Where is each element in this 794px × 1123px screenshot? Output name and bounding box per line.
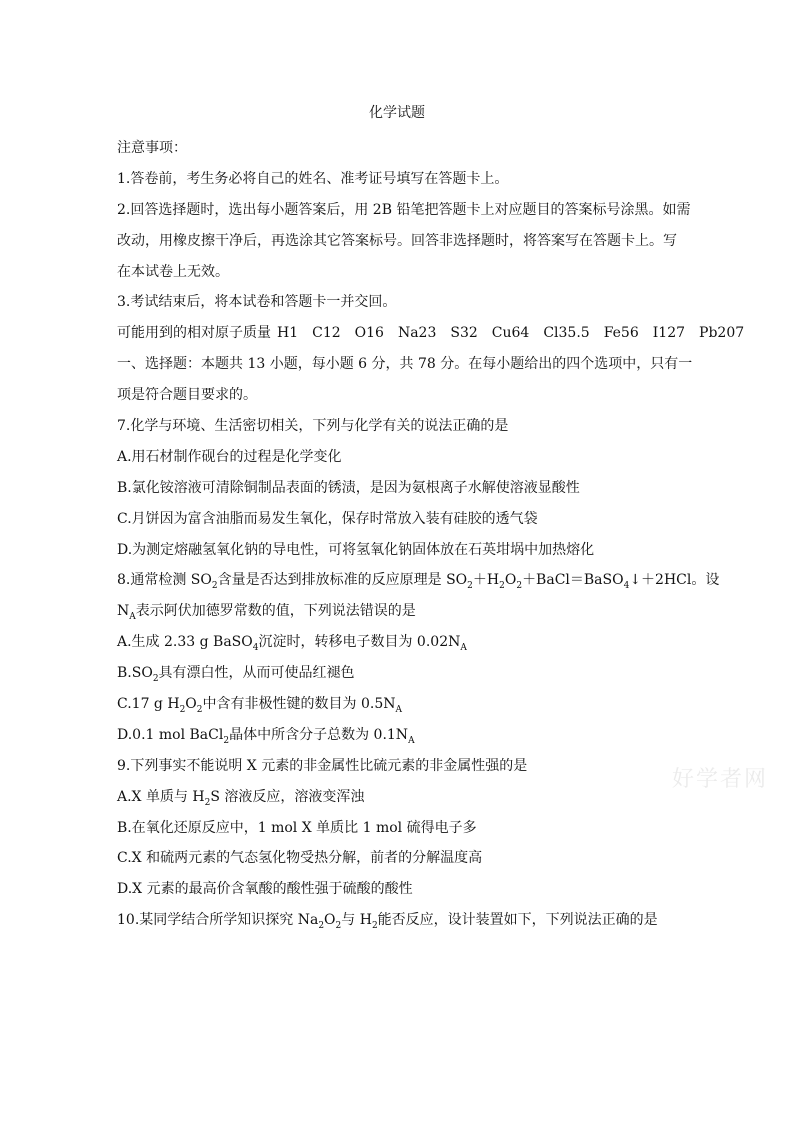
q9-option-d: D.X 元素的最高价含氧酸的酸性强于硫酸的酸性: [117, 881, 413, 898]
atomic-mass-item: H1: [277, 325, 299, 342]
atomic-mass-item: Cu64: [491, 325, 530, 342]
notice-item-2-line-3: 在本试卷上无效。: [117, 263, 229, 280]
q8-option-b: $B.SO_2$具有漂白性，从而可使品红褪色: [117, 665, 355, 684]
q7-option-b: B.氯化铵溶液可清除铜制品表面的锈渍，是因为氨根离子水解使溶液显酸性: [117, 479, 580, 496]
atomic-mass-item: S32: [450, 325, 478, 342]
q8-option-d: D.0.1 mol BaCl$_2$晶体中所含分子总数为 $0.1N_A$: [117, 726, 415, 746]
q9-stem: 9.下列事实不能说明 X 元素的非金属性比硫元素的非金属性强的是: [117, 757, 528, 774]
q7-option-c: C.月饼因为富含油脂而易发生氧化，保存时常放入装有硅胶的透气袋: [117, 510, 538, 527]
q7-option-d: D.为测定熔融氢氧化钠的导电性，可将氢氧化钠固体放在石英坩埚中加热熔化: [117, 541, 595, 558]
atomic-mass-line: [117, 318, 745, 349]
q8-option-c: C.17 g $H_2O_2$中含有非极性键的数目为 $0.5N_A$: [117, 696, 402, 715]
atomic-mass-item: Pb207: [699, 325, 745, 342]
atomic-mass-item: Cl35.5: [543, 325, 590, 342]
q7-stem: 7.化学与环境、生活密切相关，下列与化学有关的说法正确的是: [117, 418, 509, 435]
atomic-mass-item: Fe56: [603, 325, 639, 342]
q9-option-a: A.X 单质与 $H_2S$ 溶液反应，溶液变浑浊: [117, 788, 365, 808]
notice-item-1: 1.答卷前，考生务必将自己的姓名、准考证号填写在答题卡上。: [117, 170, 509, 187]
notice-item-2-line-1: 2.回答选择题时，选出每小题答案后，用 2B 铅笔把答题卡上对应题目的答案标号涂黑。如需: [117, 201, 691, 218]
notice-item-3: 3.考试结束后，将本试卷和答题卡一并交回。: [117, 294, 397, 311]
q9-option-b: B.在氧化还原反应中，1 mol X 单质比 1 mol 硫得电子多: [117, 819, 477, 836]
notice-heading: 注意事项：: [117, 140, 187, 156]
section-1-heading-line-1: 一、选择题：本题共 13 小题，每小题 6 分，共 78 分。在每小题给出的四个选项中，只有一: [117, 356, 693, 373]
atomic-mass-label: 可能用到的相对原子质量: [117, 325, 271, 342]
q8-stem-line-1: 8.通常检测 $SO_2$含量是否达到排放标准的反应原理是 $SO_2+H_2O_2+BaCl=BaSO_4↓+2HCl$。设: [117, 572, 720, 592]
atomic-mass-item: Na23: [397, 325, 437, 342]
atomic-mass-item: O16: [354, 325, 384, 342]
watermark: 好学者网: [672, 767, 769, 792]
q8-stem-line-2: $N_A$表示阿伏加德罗常数的值，下列说法错误的是: [117, 603, 416, 623]
q9-option-c: C.X 和硫两元素的气态氢化物受热分解，前者的分解温度高: [117, 850, 483, 867]
atomic-mass-item: C12: [312, 325, 341, 342]
q7-option-a: A.用石材制作砚台的过程是化学变化: [117, 448, 342, 465]
q8-option-a: A.生成 2.33 g BaSO$_4$沉淀时，转移电子数目为 $0.02N_A$: [117, 634, 467, 654]
q10-stem: 10.某同学结合所学知识探究 $Na_2O_2$与 $H_2$能否反应，设计装置如下，下列说法正确的是: [117, 912, 658, 932]
atomic-mass-item: I127: [652, 325, 686, 342]
page-title: 化学试题: [369, 105, 425, 121]
notice-item-2-line-2: 改动，用橡皮擦干净后，再选涂其它答案标号。回答非选择题时，将答案写在答题卡上。写: [117, 232, 677, 249]
section-1-heading-line-2: 项是符合题目要求的。: [117, 387, 257, 404]
